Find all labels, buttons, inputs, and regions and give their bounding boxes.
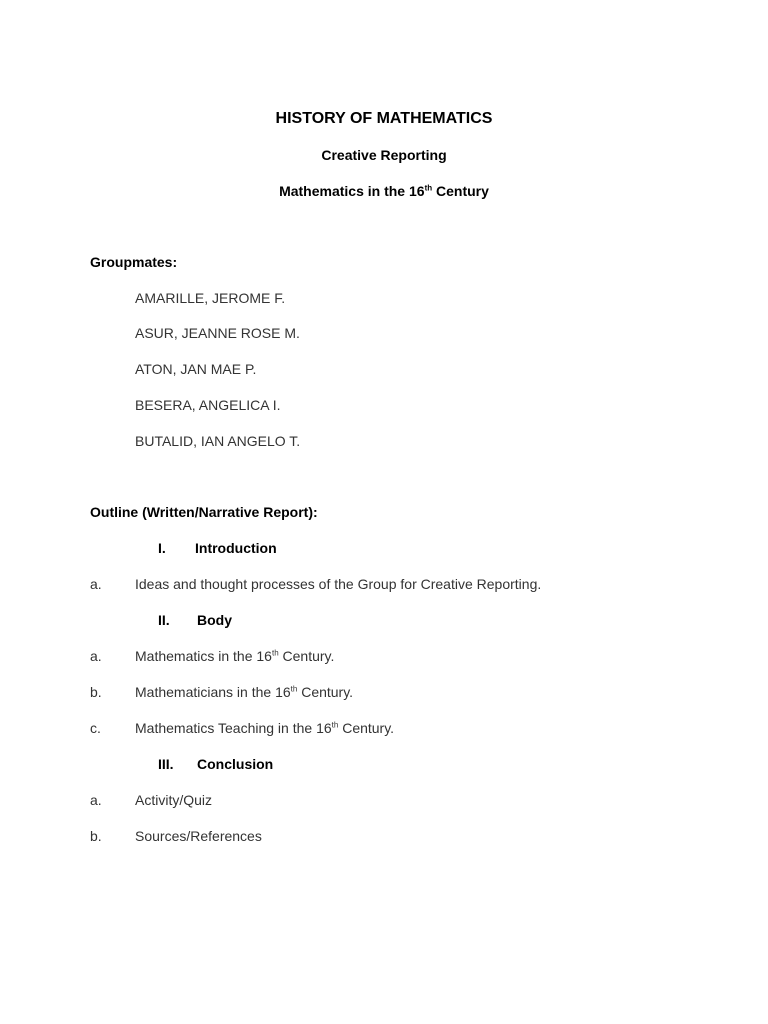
outline-item <box>135 683 353 701</box>
item-letter: c. <box>90 720 101 736</box>
topic-text-end: Century <box>432 183 489 199</box>
item-superscript: th <box>271 648 279 658</box>
outline-item <box>135 791 212 809</box>
item-text: Activity/Quiz <box>135 792 213 808</box>
section-numeral: III. <box>158 756 174 772</box>
item-text-end: Century. <box>297 684 354 700</box>
groupmate-name: BESERA, ANGELICA I. <box>135 397 281 413</box>
groupmate-name: AMARILLE, JEROME F. <box>135 290 286 306</box>
document-subtitle: Creative Reporting <box>321 147 447 163</box>
section-title-introduction: Introduction <box>195 540 277 556</box>
item-letter: b. <box>90 828 102 844</box>
item-text-end: Century. <box>338 720 395 736</box>
groupmate-name: BUTALID, IAN ANGELO T. <box>135 433 301 449</box>
item-letter: a. <box>90 792 102 808</box>
item-text-end: Century. <box>278 648 335 664</box>
item-text: Sources/References <box>135 828 262 844</box>
outline-heading: Outline (Written/Narrative Report): <box>90 504 318 520</box>
section-title-conclusion: Conclusion <box>197 756 274 772</box>
topic-text: Mathematics in the 16 <box>279 183 425 199</box>
section-title-body: Body <box>197 612 232 628</box>
groupmate-name: ASUR, JEANNE ROSE M. <box>135 325 300 341</box>
item-text: Mathematicians in the 16 <box>135 684 291 700</box>
document-topic <box>0 182 768 200</box>
outline-item <box>135 827 262 845</box>
groupmates-heading: Groupmates: <box>90 254 178 270</box>
item-text: Mathematics Teaching in the 16 <box>135 720 332 736</box>
outline-item <box>135 575 541 593</box>
section-numeral: I. <box>158 540 166 556</box>
section-numeral: II. <box>158 612 170 628</box>
item-superscript: th <box>331 720 339 730</box>
outline-item <box>135 647 334 665</box>
item-letter: a. <box>90 576 102 592</box>
item-text: Mathematics in the 16 <box>135 648 272 664</box>
groupmate-name: ATON, JAN MAE P. <box>135 361 257 377</box>
item-superscript: th <box>290 684 298 694</box>
outline-item <box>135 719 394 737</box>
item-letter: a. <box>90 648 102 664</box>
item-text: Ideas and thought processes of the Group for Creative Reporting. <box>135 576 542 592</box>
document-title: HISTORY OF MATHEMATICS <box>275 110 493 127</box>
item-letter: b. <box>90 684 102 700</box>
topic-superscript: th <box>424 183 433 193</box>
